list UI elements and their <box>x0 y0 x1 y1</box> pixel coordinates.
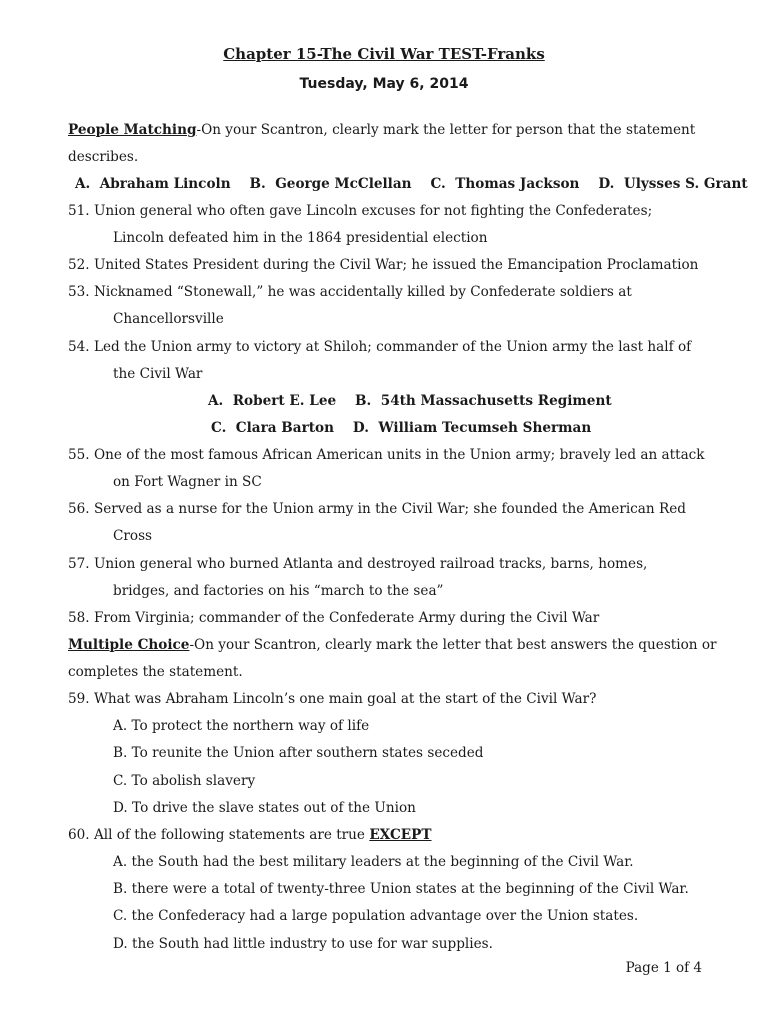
multiple-choice-instructions <box>68 636 717 654</box>
question-60-except: EXCEPT <box>369 827 432 843</box>
item-56: 56. Served as a nurse for the Union army in the Civil War; she founded the American Red <box>68 501 686 517</box>
question-60-text: 60. All of the following statements are true <box>68 827 370 843</box>
item-56-cont: Cross <box>113 528 153 544</box>
test-date: Tuesday, May 6, 2014 <box>299 76 469 92</box>
people-matching-instructions <box>68 121 695 139</box>
people-matching-instructions-text: -On your Scantron, clearly mark the letter for person that the statement <box>196 122 696 138</box>
item-55-cont: on Fort Wagner in SC <box>113 474 262 490</box>
item-57: 57. Union general who burned Atlanta and destroyed railroad tracks, barns, homes, <box>68 556 648 572</box>
q59-choice-d: D. To drive the slave states out of the Union <box>113 800 416 816</box>
page-number: Page 1 of 4 <box>625 960 702 976</box>
item-51: 51. Union general who often gave Lincoln excuses for not fighting the Confederates; <box>68 203 653 219</box>
q60-choice-d: D. the South had little industry to use for war supplies. <box>113 936 493 952</box>
q59-choice-b: B. To reunite the Union after southern states seceded <box>113 745 484 761</box>
options-row-1: A. Abraham Lincoln B. George McClellan C. Thomas Jackson D. Ulysses S. Grant <box>75 176 748 192</box>
multiple-choice-instructions-cont: completes the statement. <box>68 664 243 680</box>
item-58: 58. From Virginia; commander of the Confederate Army during the Civil War <box>68 610 600 626</box>
question-60 <box>68 826 432 844</box>
question-59: 59. What was Abraham Lincoln’s one main goal at the start of the Civil War? <box>68 691 597 707</box>
item-54: 54. Led the Union army to victory at Shiloh; commander of the Union army the last half of <box>68 339 692 355</box>
people-matching-heading: People Matching <box>68 122 197 138</box>
q59-choice-c: C. To abolish slavery <box>113 773 256 789</box>
page-title: Chapter 15-The Civil War TEST-Franks <box>223 45 545 63</box>
q59-choice-a: A. To protect the northern way of life <box>113 718 370 734</box>
item-55: 55. One of the most famous African American units in the Union army; bravely led an attack <box>68 447 705 463</box>
item-53-cont: Chancellorsville <box>113 311 224 327</box>
item-53: 53. Nicknamed “Stonewall,” he was accidentally killed by Confederate soldiers at <box>68 284 632 300</box>
item-57-cont: bridges, and factories on his “march to the sea” <box>113 583 444 599</box>
item-51-cont: Lincoln defeated him in the 1864 presidential election <box>113 230 488 246</box>
item-52: 52. United States President during the Civil War; he issued the Emancipation Proclamation <box>68 257 699 273</box>
q60-choice-c: C. the Confederacy had a large population advantage over the Union states. <box>113 908 639 924</box>
multiple-choice-instructions-text: -On your Scantron, clearly mark the letter that best answers the question or <box>189 637 717 653</box>
item-54-cont: the Civil War <box>113 366 203 382</box>
q60-choice-b: B. there were a total of twenty-three Union states at the beginning of the Civil War. <box>113 881 689 897</box>
q60-choice-a: A. the South had the best military leaders at the beginning of the Civil War. <box>113 854 634 870</box>
people-matching-instructions-cont: describes. <box>68 149 139 165</box>
options-row-2a: A. Robert E. Lee B. 54th Massachusetts Regiment <box>208 393 612 409</box>
options-row-2b: C. Clara Barton D. William Tecumseh Sherman <box>211 420 592 436</box>
multiple-choice-heading: Multiple Choice <box>68 637 190 653</box>
